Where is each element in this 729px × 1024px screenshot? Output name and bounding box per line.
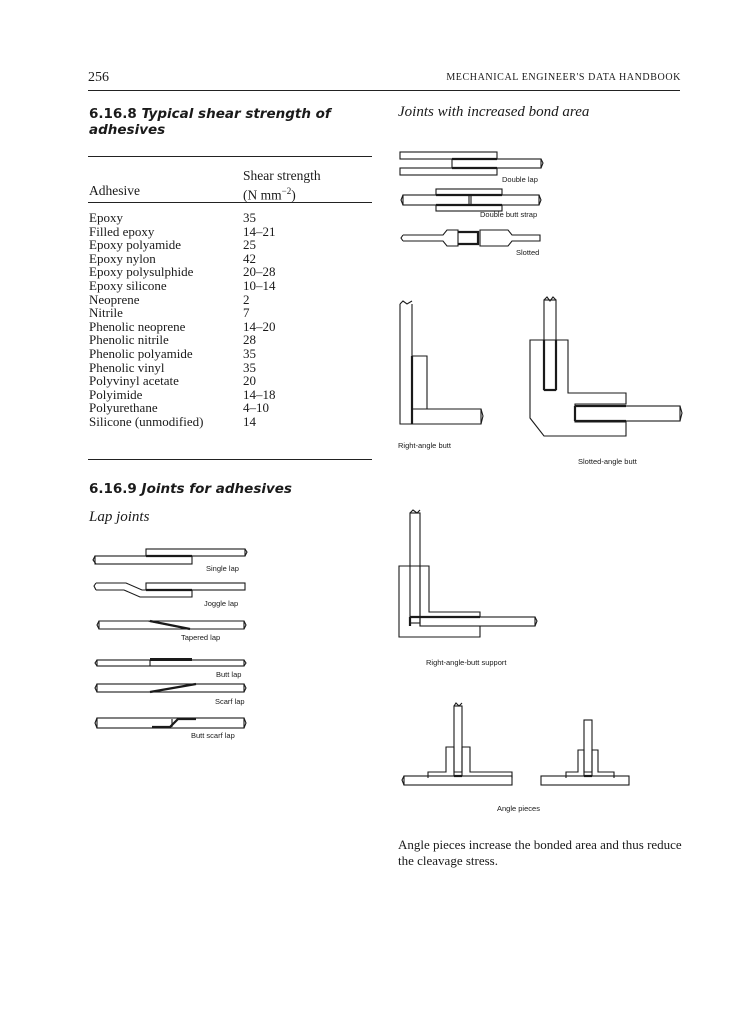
caption-slotted: Slotted <box>516 248 540 257</box>
caption-double-butt-strap: Double butt strap <box>480 210 538 219</box>
adhesive-name: Epoxy polysulphide <box>89 264 194 280</box>
caption-butt-scarf-lap: Butt scarf lap <box>191 731 235 740</box>
shear-strength-value: 20 <box>243 373 256 389</box>
slotted-diagram <box>401 230 540 246</box>
angle-pieces-diagram-left <box>402 703 512 785</box>
col-header-adhesive: Adhesive <box>89 183 140 198</box>
shear-strength-value: 10–14 <box>243 277 276 293</box>
page-number: 256 <box>88 70 109 85</box>
butt-lap-diagram <box>95 658 246 666</box>
butt-scarf-lap-diagram <box>95 718 246 728</box>
scarf-lap-diagram <box>95 684 246 692</box>
shear-strength-value: 25 <box>243 237 256 253</box>
note-line2: the cleavage stress. <box>398 853 498 868</box>
right-angle-butt-support-diagram <box>399 510 537 637</box>
right-angle-butt-diagram <box>400 301 483 424</box>
col-header-strength-line1: Shear strength <box>243 168 321 183</box>
col-header-strength-unit: (N mm <box>243 187 282 203</box>
joggle-lap-diagram <box>94 583 245 597</box>
caption-right-angle-butt-support: Right-angle-butt support <box>426 658 507 667</box>
shear-strength-value: 2 <box>243 291 250 307</box>
shear-strength-value: 35 <box>243 210 256 225</box>
adhesive-name: Polyvinyl acetate <box>89 373 179 389</box>
shear-strength-value: 35 <box>243 345 256 361</box>
col-header-strength-exp: −2 <box>281 186 292 196</box>
angle-pieces-diagram-right <box>541 720 629 785</box>
shear-strength-value: 7 <box>243 305 250 321</box>
adhesive-name: Polyurethane <box>89 400 158 416</box>
adhesive-name: Epoxy <box>89 210 123 225</box>
increased-area-heading: Joints with increased bond area <box>398 104 590 120</box>
caption-scarf-lap: Scarf lap <box>215 697 245 706</box>
caption-butt-lap: Butt lap <box>216 670 242 679</box>
adhesive-name: Phenolic nitrile <box>89 332 169 348</box>
section-number: 6.16.8 <box>89 106 137 122</box>
double-lap-diagram <box>400 152 543 175</box>
caption-single-lap: Single lap <box>206 564 239 573</box>
adhesive-name: Epoxy nylon <box>89 250 156 266</box>
caption-tapered-lap: Tapered lap <box>181 633 221 642</box>
caption-joggle-lap: Joggle lap <box>204 599 239 608</box>
shear-strength-value: 14–18 <box>243 386 276 402</box>
shear-strength-value: 20–28 <box>243 264 276 280</box>
adhesive-name: Phenolic vinyl <box>89 359 165 375</box>
adhesive-name: Epoxy silicone <box>89 277 167 293</box>
double-butt-strap-diagram <box>401 189 541 211</box>
note-line1: Angle pieces increase the bonded area and thus reduce <box>398 837 682 852</box>
shear-strength-value: 4–10 <box>243 400 269 416</box>
shear-strength-value: 35 <box>243 359 256 375</box>
tapered-lap-diagram <box>97 621 246 629</box>
lap-joints-heading: Lap joints <box>89 509 150 525</box>
section-title-joints-text: Joints for adhesives <box>141 481 292 497</box>
shear-strength-value: 28 <box>243 332 256 348</box>
adhesive-name: Phenolic neoprene <box>89 318 186 334</box>
running-head: MECHANICAL ENGINEER'S DATA HANDBOOK <box>446 72 681 83</box>
caption-right-angle-butt: Right-angle butt <box>398 441 451 450</box>
adhesive-name: Phenolic polyamide <box>89 345 193 361</box>
adhesive-name: Epoxy polyamide <box>89 237 182 253</box>
shear-strength-value: 14–21 <box>243 223 276 239</box>
single-lap-diagram <box>93 549 247 564</box>
section-title-line1: Typical shear strength of <box>141 106 331 122</box>
slotted-angle-butt-diagram <box>530 297 682 436</box>
adhesive-name: Silicone (unmodified) <box>89 413 204 429</box>
adhesive-name: Polyimide <box>89 386 143 402</box>
adhesive-name: Filled epoxy <box>89 223 155 239</box>
caption-double-lap: Double lap <box>502 175 538 184</box>
shear-strength-value: 14 <box>243 413 256 429</box>
adhesive-name: Neoprene <box>89 291 140 307</box>
section-title-line2: adhesives <box>89 122 166 138</box>
caption-slotted-angle-butt: Slotted-angle butt <box>578 457 637 466</box>
shear-strength-value: 14–20 <box>243 318 276 334</box>
shear-strength-value: 42 <box>243 250 256 266</box>
adhesive-name: Nitrile <box>89 305 123 321</box>
caption-angle-pieces: Angle pieces <box>497 804 540 813</box>
section-number-joints: 6.16.9 <box>89 481 137 497</box>
col-header-strength-close: ) <box>291 187 296 203</box>
